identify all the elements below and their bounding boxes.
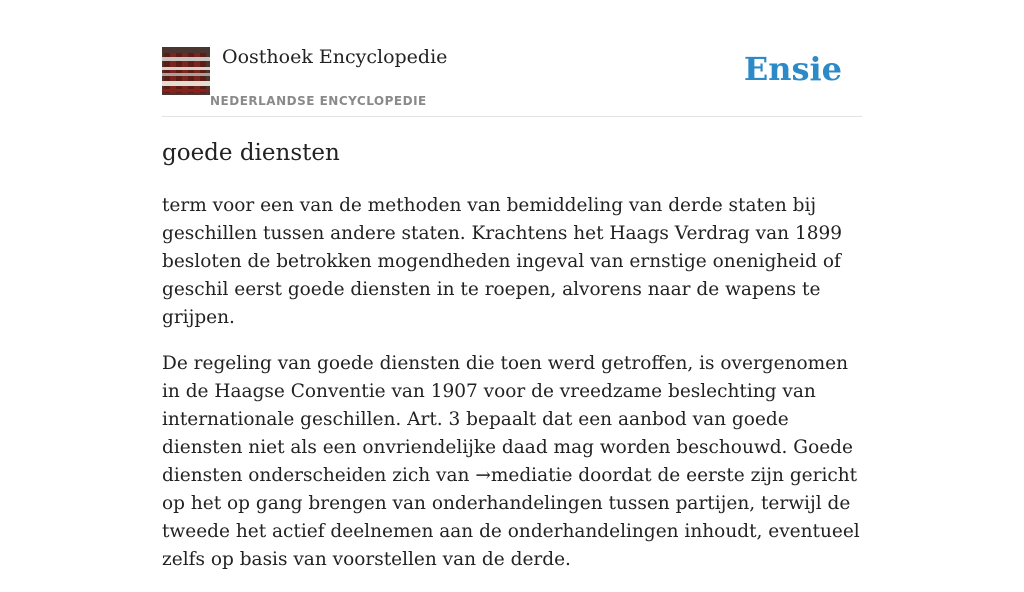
mediatie-link-label: mediatie: [490, 465, 573, 486]
site-title[interactable]: Oosthoek Encyclopedie: [222, 46, 448, 68]
encyclopedia-books-avatar[interactable]: [162, 47, 210, 95]
entry-paragraph-2: [162, 350, 862, 574]
paragraph-2-text-after: doordat de eerste zijn gericht op het op gang brengen van onderhandelingen tussen partijen, terwijl de tweede het actief deelnemen aan de onderhandelingen inhoudt, eventueel zelfs op basis van voorstellen van de derde.: [162, 465, 860, 570]
site-header: [162, 0, 862, 117]
mediatie-link[interactable]: [475, 465, 572, 486]
entry-content: [162, 192, 862, 592]
paragraph-2-text-before: De regeling van goede diensten die toen werd getroffen, is overgenomen in de Haagse Conventie van 1907 voor de vreedzame beslechting van internationale geschillen. Art. 3 bepaalt dat een aanbod van goede diensten niet als een onvriendelijke daad mag worden beschouwd. Goede diensten onderscheiden zich van: [162, 353, 853, 486]
books-icon: [162, 47, 210, 95]
arrow-right-icon: →: [475, 465, 491, 486]
site-subtitle: NEDERLANDSE ENCYCLOPEDIE: [210, 94, 427, 108]
page-container: [162, 0, 862, 570]
entry-title: goede diensten: [162, 140, 340, 166]
entry-paragraph-1: term voor een van de methoden van bemiddeling van derde staten bij geschillen tussen andere staten. Krachtens het Haags Verdrag van 1899 besloten de betrokken mogendheden ingeval van ernstige onenigheid of geschil eerst goede diensten in te roepen, alvorens naar de wapens te grijpen.: [162, 195, 843, 328]
ensie-logo-link[interactable]: Ensie: [743, 50, 842, 88]
